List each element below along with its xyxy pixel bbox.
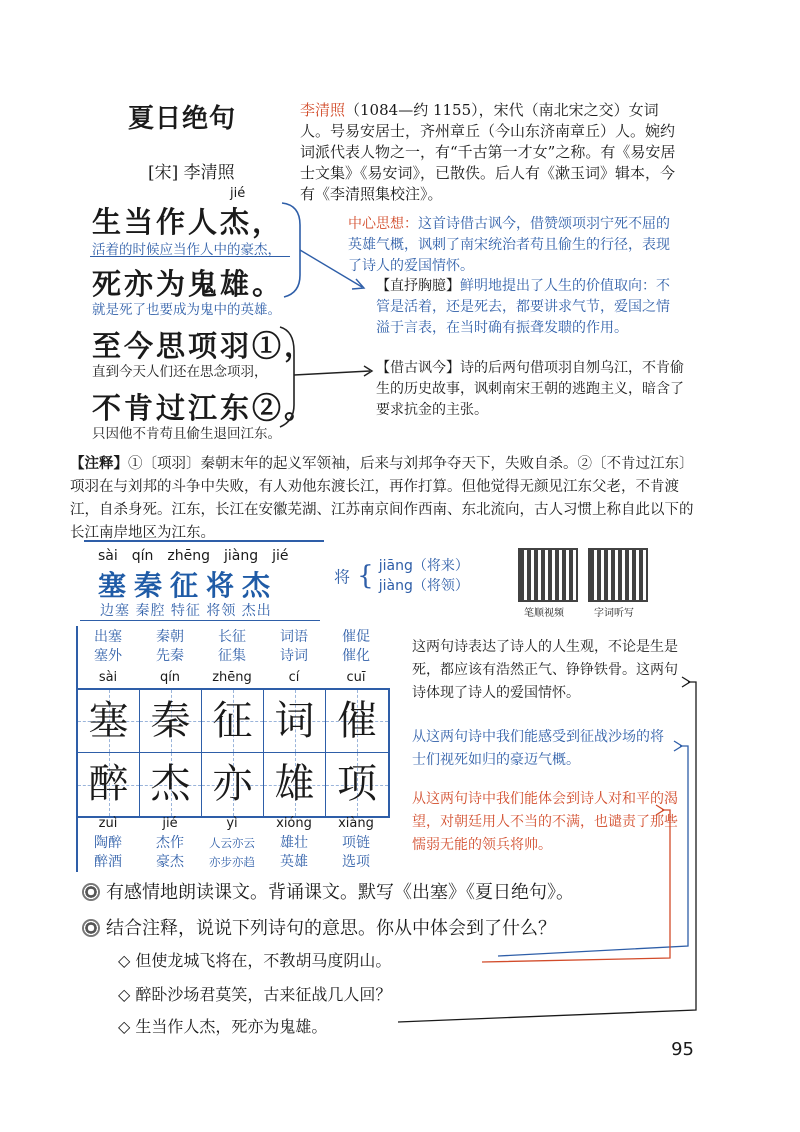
- bio-text: （1084—约 1155），宋代（南北宋之交）女词人。号易安居士，齐州章丘（今山东济南章丘）人。婉约词派代表人物之一，有“千古第一才女”之称。有《易安居士文集》《易安词》，已散佚。后人有《漱玉词》辑本，今有《李清照集校注》。: [300, 101, 676, 203]
- task-item-3: ◇ 生当作人杰，死亦为鬼雄。: [118, 1017, 328, 1036]
- writing-grid: [76, 688, 390, 818]
- side-note-2: 从这两句诗中我们能感受到征战沙场的将士们视死如归的豪迈气概。: [412, 729, 664, 768]
- char-pinyin: cuī: [346, 670, 366, 685]
- word-pair: 杰作 豪杰: [156, 835, 184, 870]
- word-pair: 词语 诗词: [280, 629, 308, 664]
- note-label: 【注释】: [70, 455, 128, 472]
- diamond-icon: ◇: [118, 1017, 131, 1036]
- side-note-1: 这两句诗表达了诗人的人生观，不论是生是死，都应该有浩然正气、铮铮铁骨。这两句诗体现了诗人的爱国情怀。: [412, 639, 678, 701]
- poem-line-3: 至今思项羽①，: [92, 329, 317, 363]
- task-1-text: 有感情地朗读课文。背诵课文。默写《出塞》《夏日绝句》。: [106, 882, 574, 903]
- note-text: ①〔项羽〕秦朝末年的起义军领袖，后来与刘邦争夺天下，失败自杀。②〔不肯过江东〕项羽在与刘邦的斗争中失败，有人劝他东渡长江，再作打算。但他觉得无颜见江东父老，不肯渡江，自杀身死。江东，长江在安徽芜湖、江苏南京间作西南、东北流向，古人习惯上称自此以下的长江南岸地区为江东。: [70, 456, 694, 541]
- side-note-3: 从这两句诗中我们能体会到诗人对和平的渴望，对朝廷用人不当的不满，也谴责了那些懦弱无能的领兵将帅。: [412, 791, 678, 853]
- footnote: [70, 452, 700, 545]
- poem-line-2: 死亦为鬼雄。: [92, 267, 285, 301]
- word-pair: 人云亦云 亦步亦趋: [209, 836, 255, 869]
- recognize-chars: [98, 548, 308, 604]
- char-pinyin: zhēng: [212, 670, 252, 685]
- grid-cell: 醉: [78, 753, 140, 816]
- grid-cell: 征: [202, 690, 264, 753]
- diamond-icon: ◇: [118, 951, 131, 970]
- center-idea: [348, 214, 678, 277]
- section-divider: [84, 540, 324, 542]
- brace-icon: {: [357, 561, 374, 591]
- center-idea-label: 中心思想：: [348, 216, 418, 232]
- word-pair: 陶醉 醉酒: [94, 835, 122, 870]
- recognize-pinyin: qín: [131, 548, 154, 564]
- polyphone-jiang: [334, 556, 469, 596]
- poem-title: 夏日绝句: [128, 104, 237, 134]
- connector-red-head: [656, 805, 664, 815]
- bio-name: 李清照: [300, 101, 346, 119]
- char-pinyin: xióng: [276, 816, 312, 831]
- poem-author: [宋] 李清照: [148, 163, 235, 183]
- pinyin-jie: jié: [230, 186, 246, 201]
- recognize-pinyin: zhēng: [167, 548, 211, 564]
- char-pinyin: yì: [226, 816, 238, 831]
- grid-cell: 杰: [140, 753, 202, 816]
- connector-black: [398, 682, 696, 1022]
- qr-label-stroke-video[interactable]: 笔顺视频: [524, 608, 564, 619]
- connector-blue-head: [674, 741, 682, 751]
- allude-label: 【借古讽今】: [376, 360, 460, 376]
- char-pinyin: cí: [288, 670, 300, 685]
- word-pair: 项链 选项: [342, 835, 370, 870]
- page-number: 95: [671, 1039, 694, 1060]
- char-pinyin: jié: [162, 816, 178, 831]
- jiang-reading-2: jiàng（将领）: [378, 578, 469, 594]
- char-pinyin: zuì: [98, 816, 118, 831]
- author-bio: [300, 100, 680, 205]
- center-idea-text: 这首诗借古讽今，借赞颂项羽宁死不屈的英雄气概，讽刺了南宋统治者苟且偷生的行径，表现了诗人的爱国情怀。: [348, 216, 670, 274]
- task-item-2: ◇ 醉卧沙场君莫笑，古来征战几人回？: [118, 985, 392, 1004]
- connector-blue: [498, 746, 688, 956]
- translation-1: 活着的时候应当作人中的豪杰，: [92, 242, 281, 258]
- task-flower-icon: [82, 919, 100, 937]
- word-pair: 催促 催化: [342, 629, 370, 664]
- poem-line-1: 生当作人杰，: [92, 205, 285, 239]
- grid-cell: 项: [326, 753, 388, 816]
- bracket-top: [282, 203, 300, 297]
- vocab-line: 边塞 秦腔 特征 将领 杰出: [100, 603, 272, 619]
- connector-red: [482, 810, 670, 962]
- jiang-char: 将: [334, 567, 351, 587]
- allude-text: 诗的后两句借项羽自刎乌江，不肯偷生的历史故事，讽刺南宋王朝的逃跑主义，暗含了要求抗金的主张。: [376, 360, 684, 418]
- grid-cell: 秦: [140, 690, 202, 753]
- recognize-pinyin-row: [98, 548, 308, 564]
- bracket-bottom: [280, 327, 294, 427]
- connector-lines: [390, 660, 720, 1040]
- underline-1: [90, 256, 290, 257]
- translation-4: 只因他不肯苟且偷生退回江东。: [92, 426, 281, 442]
- grid-cell: 塞: [78, 690, 140, 753]
- allusion-satire: [376, 358, 686, 421]
- arrow-line-allude: [294, 371, 370, 375]
- grid-cell: 催: [326, 690, 388, 753]
- jiang-reading-1: jiāng（将来）: [378, 558, 469, 574]
- recognize-pinyin: jié: [272, 548, 289, 564]
- task-2-text: 结合注释，说说下列诗句的意思。你从中体会到了什么？: [106, 918, 556, 939]
- recognize-pinyin: jiàng: [224, 548, 259, 564]
- word-pair: 秦朝 先秦: [156, 629, 184, 664]
- direct-text: 鲜明地提出了人生的价值取向：不管是活着，还是死去，都要讲求气节，爱国之情溢于言表，在当时确有振聋发聩的作用。: [376, 278, 670, 336]
- grid-cell: 雄: [264, 753, 326, 816]
- connector-black-head: [682, 677, 690, 687]
- word-pair: 长征 征集: [218, 629, 246, 664]
- translation-2: 就是死了也要成为鬼中的英雄。: [92, 302, 281, 318]
- vocab-underline: [80, 620, 320, 621]
- diamond-icon: ◇: [118, 985, 131, 1004]
- direct-expression: [376, 276, 676, 339]
- grid-cell: 亦: [202, 753, 264, 816]
- qr-label-dictation[interactable]: 字词听写: [594, 608, 634, 619]
- task-flower-icon: [82, 883, 100, 901]
- char-pinyin: sài: [98, 670, 118, 685]
- word-pair: 出塞 塞外: [94, 629, 122, 664]
- task-item-1: ◇ 但使龙城飞将在，不教胡马度阴山。: [118, 951, 392, 970]
- word-pair: 雄壮 英雄: [280, 835, 308, 870]
- qr-code-icon[interactable]: [588, 548, 648, 602]
- direct-label: 【直抒胸臆】: [376, 278, 460, 294]
- recognize-characters: 塞秦征将杰: [98, 569, 279, 602]
- char-pinyin: qín: [159, 670, 181, 685]
- char-pinyin: xiàng: [338, 816, 374, 831]
- qr-code-icon[interactable]: [518, 548, 578, 602]
- recognize-pinyin: sài: [98, 548, 118, 564]
- translation-3: 直到今天人们还在思念项羽，: [92, 364, 268, 380]
- poem-line-4: 不肯过江东②。: [92, 391, 317, 425]
- grid-cell: 词: [264, 690, 326, 753]
